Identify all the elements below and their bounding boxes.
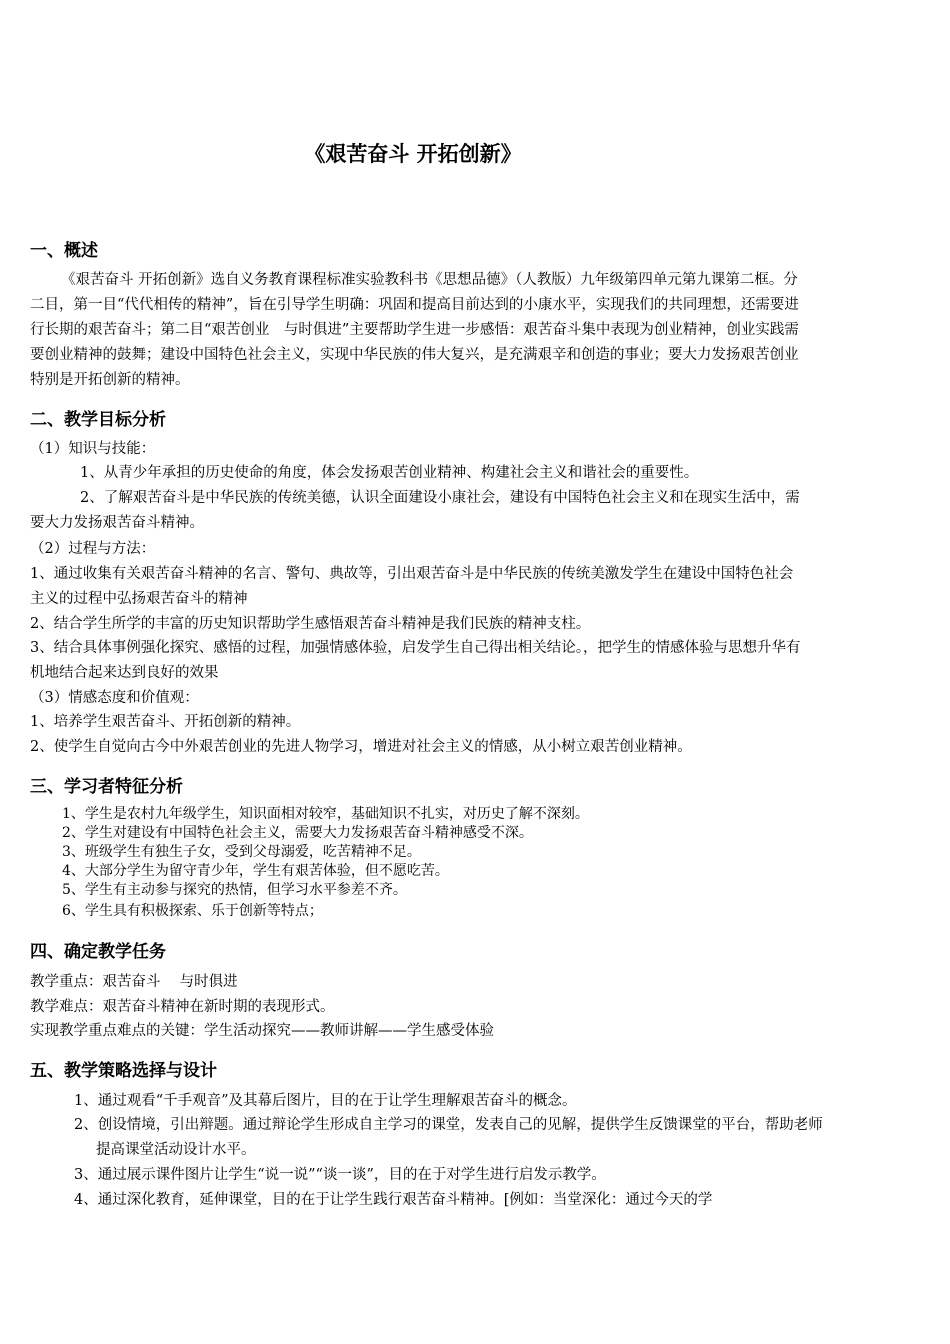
learner-item: 2、学生对建设有中国特色社会主义，需要大力发扬艰苦奋斗精神感受不深。 — [62, 825, 533, 841]
process-label: （2）过程与方法： — [30, 541, 156, 557]
learner-item: 1、学生是农村九年级学生，知识面相对较窄，基础知识不扎实，对历史了解不深刻。 — [62, 806, 589, 822]
strategy-item: 1、通过观看“千手观音”及其幕后图片，目的在于让学生理解艰苦奋斗的概念。 — [74, 1093, 577, 1109]
knowledge-label: （1）知识与技能： — [30, 441, 156, 457]
knowledge-item: 2、了解艰苦奋斗是中华民族的传统美德，认识全面建设小康社会，建设有中国特色社会主义和在现实生活中，需要大力发扬艰苦奋斗精神。 — [30, 490, 800, 531]
task-item: 教学重点：艰苦奋斗 与时俱进 — [30, 974, 238, 990]
strategy-item: 3、通过展示课件图片让学生“说一说”“谈一谈”，目的在于对学生进行启发示教学。 — [74, 1167, 606, 1183]
strategy-item: 4、通过深化教育，延伸课堂，目的在于让学生践行艰苦奋斗精神。[例如：当堂深化：通过今天的学 — [74, 1192, 713, 1208]
section-heading-goals: 二、教学目标分析 — [30, 410, 166, 430]
emotion-item: 2、使学生自觉向古今中外艰苦创业的先进人物学习，增进对社会主义的情感，从小树立艰苦创业精神。 — [30, 739, 692, 755]
section-heading-tasks: 四、确定教学任务 — [30, 942, 166, 962]
overview-paragraph: 《艰苦奋斗 开拓创新》选自义务教育课程标准实验教科书《思想品德》（人教版）九年级第四单元第九课第二框。分二目，第一目“代代相传的精神”，旨在引导学生明确：巩固和提高目前达到的小康水平，实现我们的共同理想，还需要进行长期的艰苦奋斗；第二目“艰苦创业 与时俱进”主要帮助学生进一步感悟：艰苦奋斗集中表现为创业精神，创业实践需要创业精神的鼓舞；建设中国特色社会主义，实现中华民族的伟大复兴，是充满艰辛和创造的事业；要大力发扬艰苦创业特别是开拓创新的精神。 — [30, 272, 799, 388]
task-item: 教学难点：艰苦奋斗精神在新时期的表现形式。 — [30, 999, 335, 1015]
process-item: 2、结合学生所学的丰富的历史知识帮助学生感悟艰苦奋斗精神是我们民族的精神支柱。 — [30, 616, 591, 632]
section-heading-learners: 三、学习者特征分析 — [30, 777, 183, 797]
section-heading-overview: 一、概述 — [30, 241, 98, 261]
task-item: 实现教学重点难点的关键：学生活动探究——教师讲解——学生感受体验 — [30, 1023, 494, 1039]
process-item: 3、结合具体事例强化探究、感悟的过程，加强情感体验，启发学生自己得出相关结论。，把学生的情感体验与思想升华有机地结合起来达到良好的效果 — [30, 640, 801, 681]
learner-item: 3、班级学生有独生子女，受到父母溺爱，吃苦精神不足。 — [62, 844, 421, 860]
document-title: 《艰苦奋斗 开拓创新》 — [304, 142, 522, 166]
knowledge-item: 1、从青少年承担的历史使命的角度，体会发扬艰苦创业精神、构建社会主义和谐社会的重要性。 — [80, 465, 699, 481]
strategy-item: 2、创设情境，引出辩题。通过辩论学生形成自主学习的课堂，发表自己的见解，提供学生反馈课堂的平台，帮助老师提高课堂活动设计水平。 — [74, 1117, 823, 1158]
emotion-item: 1、培养学生艰苦奋斗、开拓创新的精神。 — [30, 714, 301, 730]
learner-item: 5、学生有主动参与探究的热情，但学习水平参差不齐。 — [62, 882, 407, 898]
learner-item: 6、学生具有积极探索、乐于创新等特点； — [62, 903, 323, 919]
emotion-label: （3）情感态度和价值观： — [30, 690, 199, 706]
learner-item: 4、大部分学生为留守青少年，学生有艰苦体验，但不愿吃苦。 — [62, 863, 449, 879]
process-item: 1、通过收集有关艰苦奋斗精神的名言、警句、典故等，引出艰苦奋斗是中华民族的传统美激发学生在建设中国特色社会主义的过程中弘扬艰苦奋斗的精神 — [30, 566, 794, 607]
section-heading-strategies: 五、教学策略选择与设计 — [30, 1061, 217, 1081]
